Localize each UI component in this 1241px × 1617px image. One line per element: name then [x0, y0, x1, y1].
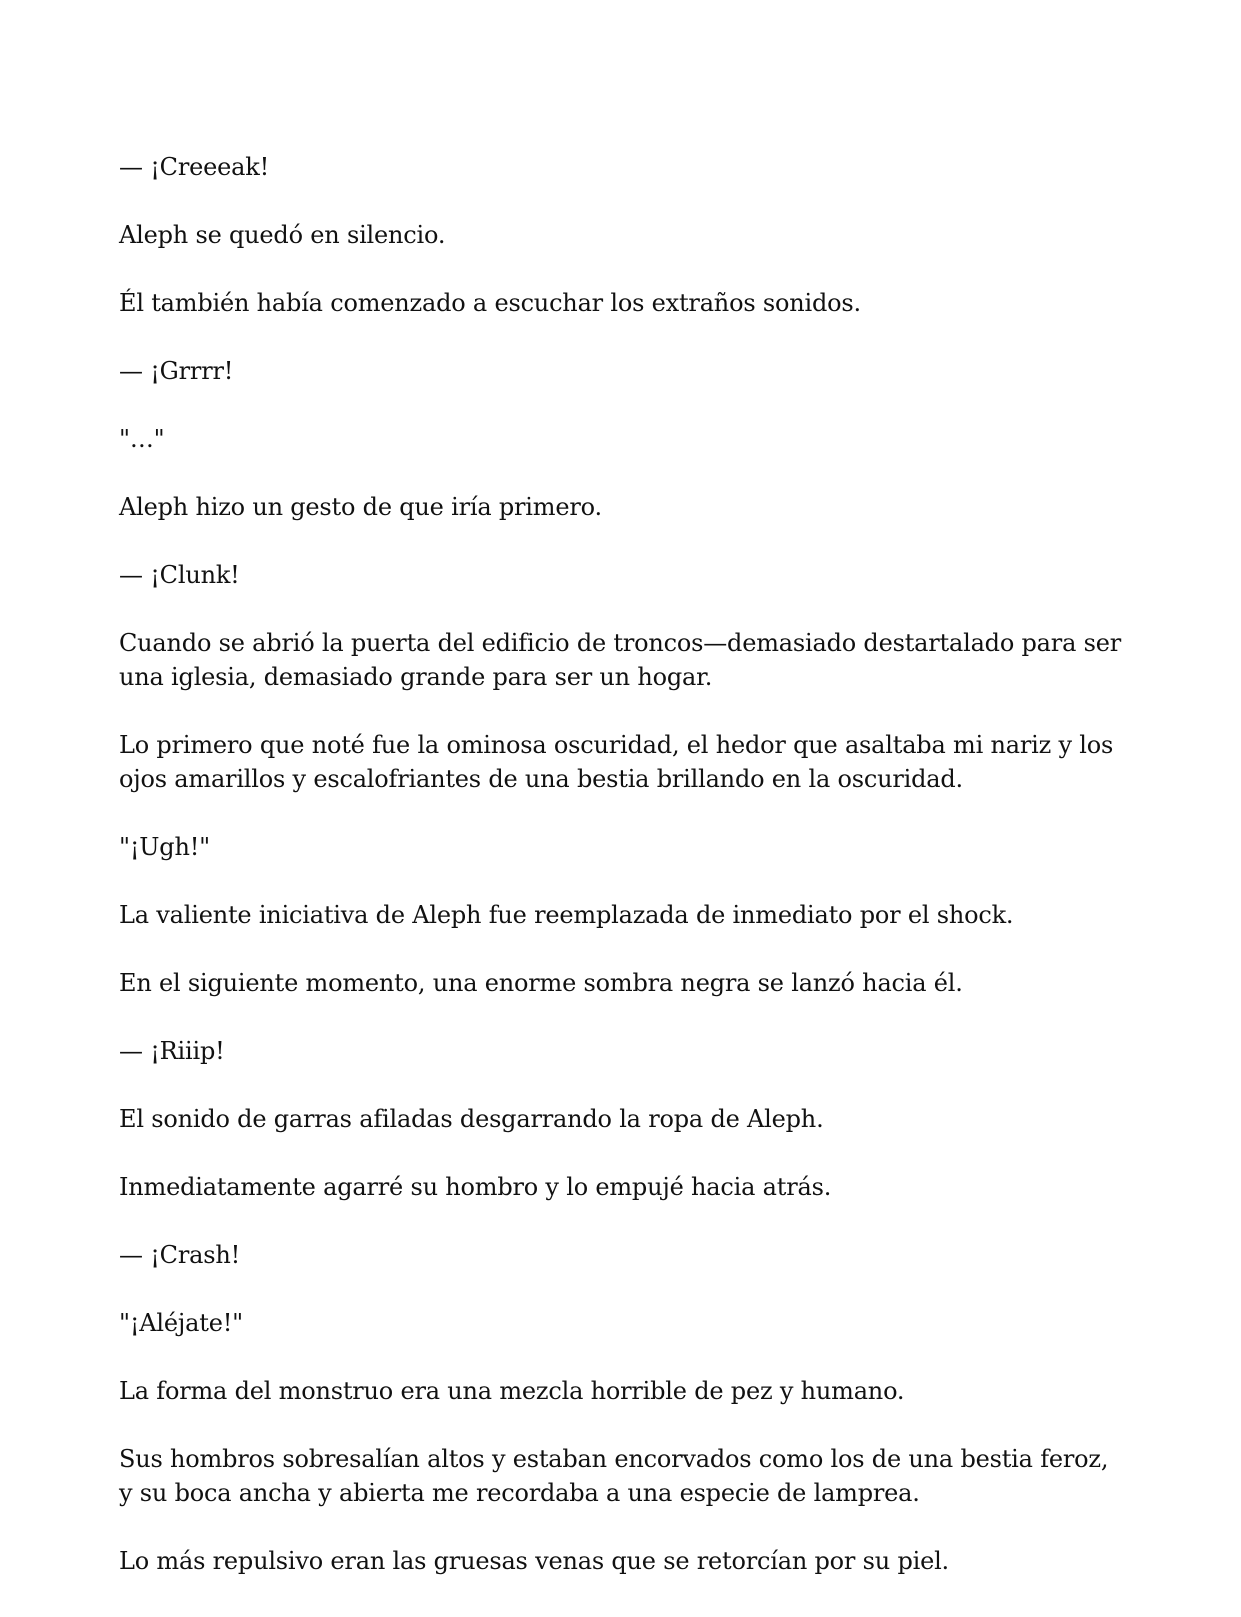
paragraph: — ¡Riiip!	[119, 1037, 225, 1065]
paragraph: Aleph hizo un gesto de que iría primero.	[119, 493, 602, 521]
paragraph: Aleph se quedó en silencio.	[119, 221, 446, 249]
paragraph: Lo primero que noté fue la ominosa oscuridad, el hedor que asaltaba mi nariz y los ojos amarillos y escalofriantes de una bestia brillando en la oscuridad.	[119, 731, 1114, 793]
paragraph: — ¡Clunk!	[119, 561, 240, 589]
paragraph: "…"	[119, 425, 165, 453]
document-body	[119, 150, 1129, 1612]
paragraph: Inmediatamente agarré su hombro y lo empujé hacia atrás.	[119, 1173, 832, 1201]
paragraph: — ¡Grrrr!	[119, 357, 234, 385]
paragraph: Sus hombros sobresalían altos y estaban encorvados como los de una bestia feroz, y su boca ancha y abierta me recordaba a una especie de lamprea.	[119, 1445, 1109, 1507]
paragraph: La forma del monstruo era una mezcla horrible de pez y humano.	[119, 1377, 905, 1405]
paragraph: Cuando se abrió la puerta del edificio de troncos—demasiado destartalado para ser una iglesia, demasiado grande para ser un hogar.	[119, 629, 1121, 691]
paragraph: Lo más repulsivo eran las gruesas venas que se retorcían por su piel.	[119, 1547, 949, 1575]
paragraph: — ¡Crash!	[119, 1241, 241, 1269]
paragraph: "¡Ugh!"	[119, 833, 211, 861]
paragraph: El sonido de garras afiladas desgarrando la ropa de Aleph.	[119, 1105, 824, 1133]
paragraph: La valiente iniciativa de Aleph fue reemplazada de inmediato por el shock.	[119, 901, 1014, 929]
paragraph: En el siguiente momento, una enorme sombra negra se lanzó hacia él.	[119, 969, 963, 997]
paragraph: — ¡Creeeak!	[119, 153, 270, 181]
paragraph: "¡Aléjate!"	[119, 1309, 243, 1337]
paragraph: Él también había comenzado a escuchar los extraños sonidos.	[119, 289, 861, 317]
